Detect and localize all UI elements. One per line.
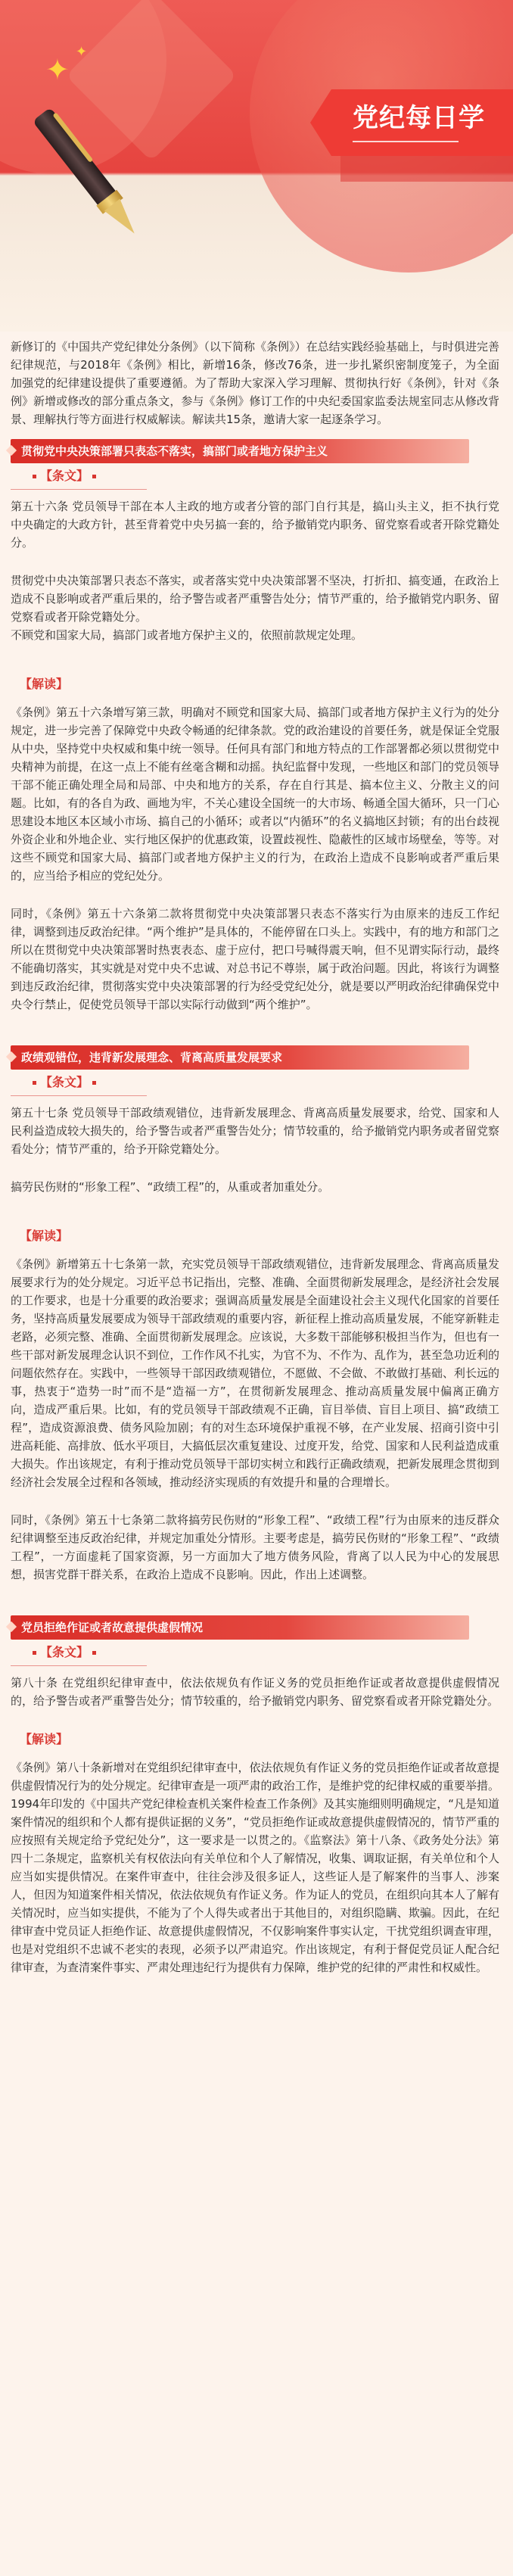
header-banner [0,0,513,332]
section-heading-1 [11,438,499,465]
star-icon: ✦ [45,53,70,86]
jiedu-label: 【解读】 [20,677,69,691]
section-heading-text: 党员拒绝作证或者故意提供虚假情况 [21,1621,204,1634]
jiedu-paragraph: 《条例》新增第五十七条第一款，充实党员领导干部政绩观错位，违背新发展理念、背离高质量发展要求行为的处分规定。习近平总书记指出，完整、准确、全面贯彻新发展理念，是经济社会发展的工作要求，也是十分重要的政治要求；强调高质量发展是全面建设社会主义现代化国家的首要任务，坚持高质量发展要成为领导干部政绩观的重要内容，新征程上推动高质量发展，不能穿新鞋走老路，必须完整、准确、全面贯彻新发展理念。应该说，大多数干部能够积极担当作为，但也有一些干部对新发展理念认识不到位，工作作风不扎实，为官不为、不作为、乱作为，甚至急功近利的问题依然存在。实践中，一些领导干部因政绩观错位，不愿做、不会做、不敢做打基础、利长远的事，热衷于“造势一时”而不是“造福一方”，在贯彻新发展理念、推动高质量发展中偏离正确方向，造成严重后果。比如，有的党员领导干部政绩观不正确，盲目举债、盲目上项目、搞“政绩工程”，造成资源浪费、债务风险加剧；有的对生态环境保护重视不够，在产业发展、招商引资中引进高耗能、高排放、低水平项目，大搞低层次重复建设、过度开发，给党、国家和人民利益造成重大损失。作出该规定，有利于推动党员领导干部切实树立和践行正确政绩观，把新发展理念贯彻到经济社会发展全过程和各领域，推动经济实现质的有效提升和量的合理增长。 [11,1257,499,1489]
label-divider [11,1665,147,1666]
jiedu-paragraph: 《条例》第八十条新增对在党组织纪律审查中，依法依规负有作证义务的党员拒绝作证或者故意提供虚假情况行为的处分规定。纪律审查是一项严肃的政治工作，是维护党的纪律权威的重要举措。1994年印发的《中国共产党纪律检查机关案件检查工作条例》及其实施细则明确规定，“凡是知道案件情况的组织和个人都有提供证据的义务”，“党员拒绝作证或故意提供虚假情况的，情节严重的应按照有关规定给予党纪处分”，这一要求是一以贯之的。《监察法》第十八条、《政务处分法》第四十二条规定，监察机关有权依法向有关单位和个人了解情况，收集、调取证据，有关单位和个人应当如实提供情况。在案件审查中，往往会涉及很多证人，这些证人是了解案件的当事人、涉案人，但因为知道案件相关情况，依法依规负有作证义务。作为证人的党员，在组织向其本人了解有关情况时，应当如实提供，不能为了个人得失或者出于其他目的，对组织隐瞒、欺骗。因此，在纪律审查中党员证人拒绝作证、故意提供虚假情况，不仅影响案件事实认定，干扰党组织调查审理，也是对党组织不忠诚不老实的表现，必须予以严肃追究。作出该规定，有利于督促党员证人配合纪律审查，为查清案件事实、严肃处理违纪行为提供有力保障，维护党的纪律的严肃性和权威性。 [11,1761,499,1974]
tiaowen-paragraph: 不顾党和国家大局，搞部门或者地方保护主义的，依照前款规定处理。 [11,628,363,642]
section-heading-text: 贯彻党中央决策部署只表态不落实，搞部门或者地方保护主义 [21,444,328,458]
tiaowen-paragraph: 搞劳民伤财的“形象工程”、“政绩工程”的，从重或者加重处分。 [11,1180,330,1194]
tiaowen-paragraph: 第五十七条 党员领导干部政绩观错位，违背新发展理念、背离高质量发展要求，给党、国家和人民利益造成较大损失的，给予警告或者严重警告处分；情节较重的，给予撤销党内职务或者留党察看处分；情节严重的，给予开除党籍处分。 [11,1106,499,1156]
jiedu-label: 【解读】 [20,1229,69,1243]
jiedu-paragraph: 《条例》第五十六条增写第三款，明确对不顾党和国家大局、搞部门或者地方保护主义行为的处分规定，进一步完善了保障党中央政令畅通的纪律条款。党的政治建设的首要任务，就是保证全党服从中央，坚持党中央权威和集中统一领导。任何具有部门和地方特点的工作部署都必须以贯彻党中央精神为前提，在这一点上不能有丝毫含糊和动摇。执纪监督中发现，一些地区和部门的党员领导干部不能正确处理全局和局部、中央和地方的关系，存在自行其是、搞本位主义、分散主义的问题。比如，有的各自为政、画地为牢，不关心建设全国统一的大市场、畅通全国大循环，只一门心思建设本地区本区域小市场、搞自己的小循环；或者以“内循环”的名义搞地区封锁；有的出台歧视外资企业和外地企业、实行地区保护的优惠政策，设置歧视性、隐蔽性的区域市场壁垒，等等。对这些不顾党和国家大局、搞部门或者地方保护主义的行为，在政治上造成不良影响或者严重后果的，应当给予相应的党纪处分。 [11,706,499,883]
tiaowen-label: 【条文】 [29,1071,100,1094]
label-divider [11,1095,147,1096]
jiedu-label: 【解读】 [20,1732,69,1746]
star-icon: ✦ [76,44,88,60]
jiedu-paragraph: 同时，《条例》第五十七条第二款将搞劳民伤财的“形象工程”、“政绩工程”行为由原来的违反群众纪律调整至违反政治纪律，并规定加重处分情形。主要考虑是，搞劳民伤财的“形象工程”、“政绩工程”，一方面虚耗了国家资源，另一方面加大了地方债务风险，背离了以人民为中心的发展思想，损害党群干群关系，在政治上造成不良影响。因此，作出上述调整。 [11,1513,499,1581]
title-underline [353,141,459,142]
page-title: 党纪每日学 [353,103,485,133]
tiaowen-label: 【条文】 [29,1641,100,1664]
tiaowen-paragraph: 贯彻党中央决策部署只表态不落实，或者落实党中央决策部署不坚决，打折扣、搞变通，在政治上造成不良影响或者严重后果的，给予警告或者严重警告处分；情节严重的，给予撤销党内职务、留党察看或者开除党籍处分。 [11,574,499,624]
article-body [11,338,499,1976]
section-heading-text: 政绩观错位，违背新发展理念、背离高质量发展要求 [21,1051,283,1064]
section-heading-2 [11,1044,499,1071]
label-divider [11,489,147,490]
tiaowen-paragraph: 第五十六条 党员领导干部在本人主政的地方或者分管的部门自行其是，搞山头主义，拒不执行党中央确定的大政方针，甚至背着党中央另搞一套的，给予撤销党内职务、留党察看或者开除党籍处分。 [11,500,499,550]
tiaowen-paragraph: 第八十条 在党组织纪律审查中，依法依规负有作证义务的党员拒绝作证或者故意提供虚假情况的，给予警告或者严重警告处分；情节较重的，给予撤销党内职务、留党察看或者开除党籍处分。 [11,1676,499,1708]
section-heading-3 [11,1614,499,1641]
jiedu-paragraph: 同时，《条例》第五十六条第二款将贯彻党中央决策部署只表态不落实行为由原来的违反工作纪律，调整到违反政治纪律。“两个维护”是具体的，不能停留在口头上。实践中，有的地方和部门之所以在贯彻党中央决策部署时热衷表态、虚于应付，把口号喊得震天响，但不见谓实际行动，最终不能确切落实，其实就是对党中央不忠诚、对总书记不尊崇，属于政治问题。因此，将该行为调整到违反政治纪律，贯彻落实党中央决策部署的行为经受党纪处分，就是要以严明政治纪律确保党中央令行禁止，促使党员领导干部以实际行动做到“两个维护”。 [11,907,499,1011]
intro-paragraph: 新修订的《中国共产党纪律处分条例》（以下简称《条例》）在总结实践经验基础上，与时俱进完善纪律规范，与2018年《条例》相比，新增16条，修改76条，进一步扎紧织密制度笼子，为全面加强党的纪律建设提供了重要遵循。为了帮助大家深入学习理解、贯彻执行好《条例》，针对《条例》新增或修改的部分重点条文，参与《条例》修订工作的中央纪委国家监委法规室同志从修改背景、理解执行等方面进行权威解读。解读共15条，邀请大家一起逐条学习。 [11,340,499,426]
tiaowen-label: 【条文】 [29,465,100,487]
